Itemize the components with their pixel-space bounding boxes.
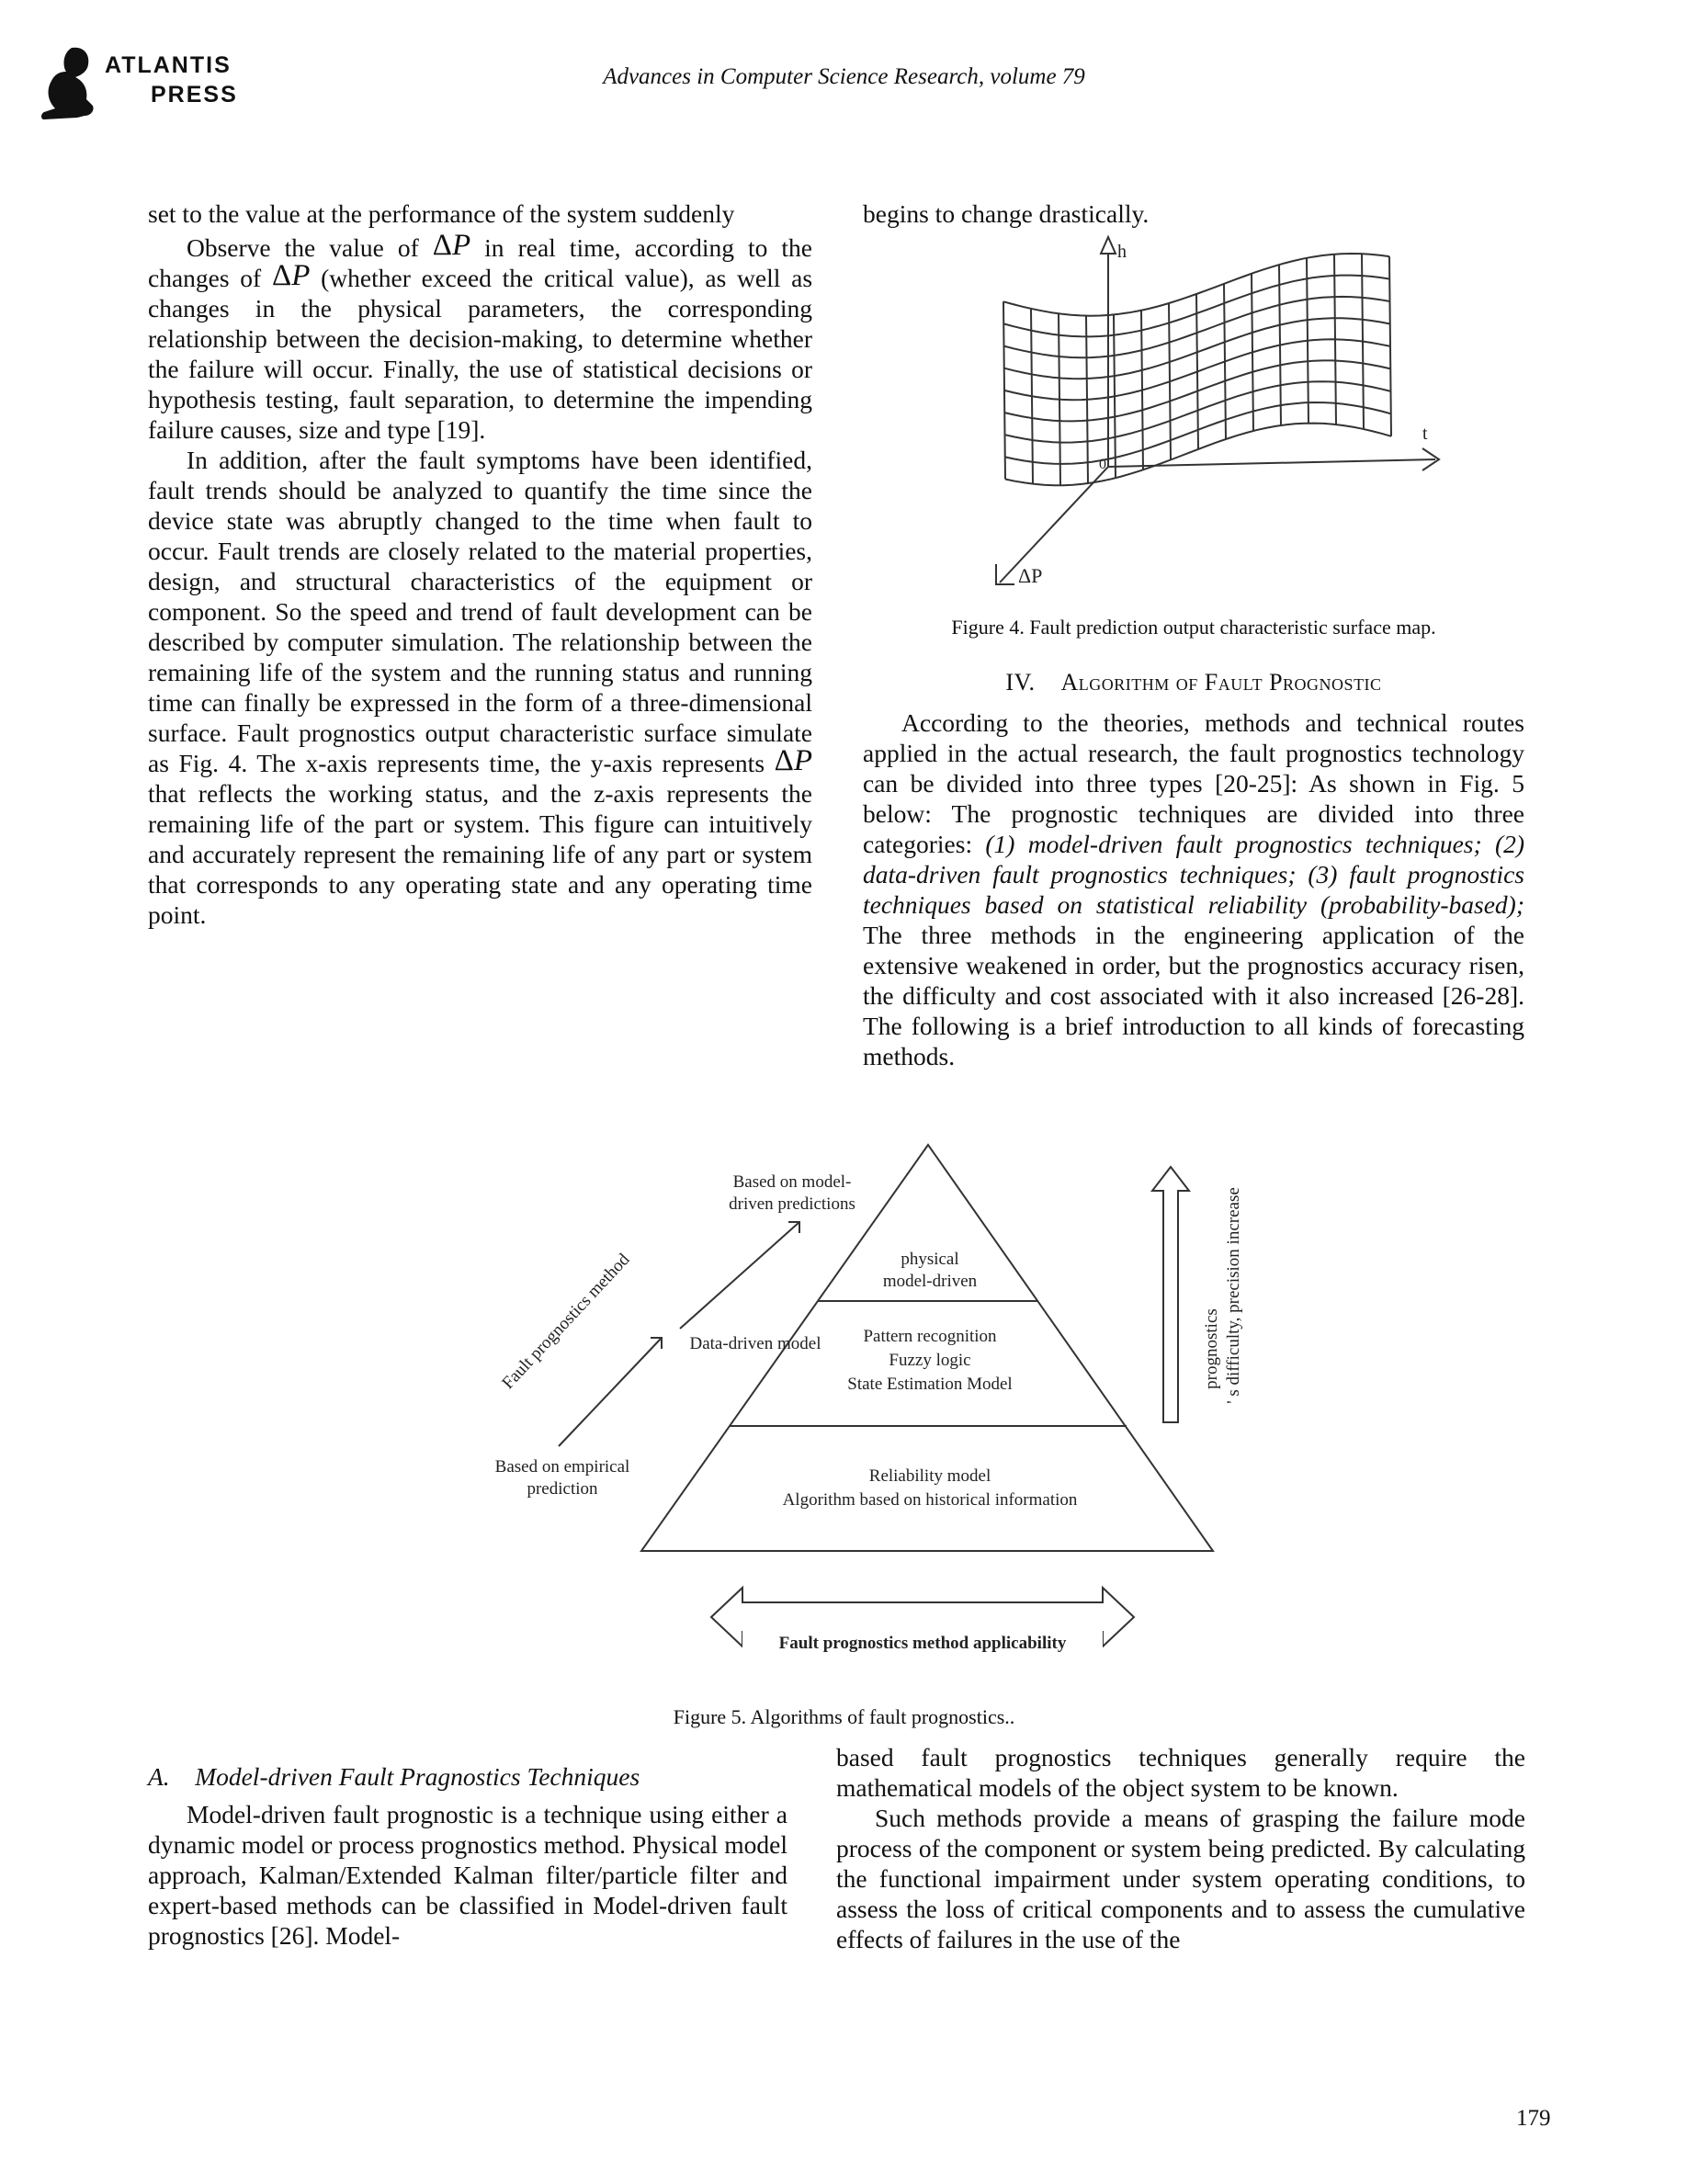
surface-grid-line	[1031, 309, 1033, 484]
left-mid-label: Data-driven model	[689, 1334, 821, 1353]
surface-grid-line	[1114, 315, 1116, 479]
arrow-upper	[680, 1222, 799, 1329]
right-paragraph-0: begins to change drastically.	[863, 199, 1150, 228]
surface-grid-line	[1003, 301, 1005, 479]
journal-title: Advances in Computer Science Research, volume 79	[603, 64, 1085, 89]
diagonal-method-label: Fault prognostics method	[498, 1250, 634, 1394]
delta-p-symbol: ΔP	[774, 744, 812, 777]
surface-grid-line	[1362, 254, 1364, 429]
publisher-name-line2: PRESS	[151, 82, 238, 108]
axis-t-label: t	[1422, 424, 1428, 444]
bottom-right-column	[836, 1742, 1525, 1954]
applicability-label: Fault prognostics method applicability	[778, 1634, 1067, 1653]
tier-mid-line2: Fuzzy logic	[889, 1351, 971, 1370]
tier-top-line2: model-driven	[882, 1272, 978, 1291]
tier-mid-line3: State Estimation Model	[847, 1375, 1013, 1394]
arrow-lower	[559, 1338, 662, 1446]
surface-grid-line	[1334, 255, 1336, 424]
h-axis-arrow	[1101, 237, 1116, 254]
page-number: 179	[1516, 2106, 1551, 2131]
right-paragraph-1: According to the theories, methods and technical routes applied in the actual research, the fault prognostics technology can be divided into three types [20-25]: As shown in Fig. 5 below: The prognostic techniques are divided into three categories: (1) model-driven fault prognostics techniques; (2) data-driven fault prognostics techniques; (3) fault prognostics techniques based on statistical reliability (probability-based); The three methods in the engineering application of the extensive weakened in order, but the prognostics accuracy risen, the difficulty and cost associated with it also increased [26-28]. The following is a brief introduction to all kinds of forecasting methods.	[863, 708, 1525, 1070]
surface-grid-line	[1252, 274, 1253, 431]
axis-dp-label: ΔP	[1018, 564, 1043, 587]
section-number: IV.	[1005, 669, 1036, 696]
right-label-line1: prognostics	[1202, 1308, 1221, 1389]
bottom-left-paragraph: Model-driven fault prognostic is a technique using either a dynamic model or process prognostics method. Physical model approach, Kalman/Extended Kalman filter/particle filter and expert-based methods can be classified in Model-driven fault prognostics [26]. Model-	[148, 1800, 787, 1950]
figure-5-pyramid	[450, 1130, 1259, 1663]
t-axis-line	[1108, 459, 1435, 467]
surface-grid-line	[1279, 265, 1281, 425]
surface-grid-line	[1059, 313, 1060, 485]
vertical-increase-arrow	[1152, 1167, 1189, 1422]
tier-bot-line1: Reliability model	[868, 1466, 991, 1486]
tier-mid-line1: Pattern recognition	[863, 1327, 997, 1346]
surface-grid-line	[1086, 316, 1088, 483]
surface-grid-line	[1307, 258, 1308, 424]
left-paragraph-0: set to the value at the performance of the system suddenly	[148, 199, 735, 228]
delta-p-symbol: ΔP	[271, 259, 311, 292]
right-label-line2: ' s difficulty, precision increase	[1224, 1187, 1243, 1404]
left-bot-label-line1: Based on empirical	[494, 1457, 630, 1477]
publisher-name-line1: ATLANTIS	[105, 52, 232, 78]
tier-bot-line2: Algorithm based on historical information	[782, 1490, 1078, 1510]
dp-axis-line	[1000, 467, 1108, 583]
left-bot-label-line2: prediction	[527, 1479, 598, 1499]
surface-grid	[1003, 254, 1391, 485]
surface-grid-line	[1389, 256, 1391, 436]
figure-5-caption: Figure 5. Algorithms of fault prognostics..	[673, 1705, 1015, 1728]
left-paragraph-2: In addition, after the fault symptoms have been identified, fault trends should be analyzed to quantify the time since the device state was abruptly changed to the time when fault to occur. Fault trends are closely related to the material properties, design, and structural characteristics of the equipment or component. So the speed and trend of fault development can be described by computer simulation. The relationship between the remaining life of the system and the running status and running time can finally be expressed in the form of a three-dimensional surface. Fault prognostics output characteristic surface simulate as Fig. 4. The x-axis represents time, the y-axis represents ΔP that reflects the working status, and the z-axis represents the remaining life of the part or system. This figure can intuitively and accurately represent the remaining life of any part or system that corresponds to any operating state and any operating time point.	[148, 446, 812, 929]
surface-grid-line	[1196, 294, 1198, 449]
delta-p-symbol: ΔP	[432, 229, 471, 262]
axis-origin-label: 0	[1099, 457, 1106, 472]
axis-h-label: h	[1117, 242, 1127, 262]
left-paragraph-1: Observe the value of ΔP in real time, according to the changes of ΔP (whether exceed the critical value), as well as changes in the physical parameters, the corresponding relationship between the decision-making, to determine whether the failure will occur. Finally, the use of statistical decisions or hypothesis testing, fault separation, to determine the impending failure causes, size and type [19].	[148, 229, 813, 444]
section-title: Algorithm of Fault Prognostic	[1060, 669, 1382, 696]
subsection-heading	[148, 1762, 812, 1792]
subsection-number: A.	[148, 1762, 170, 1791]
left-column	[148, 198, 812, 930]
tier-top-line1: physical	[901, 1250, 959, 1269]
dp-axis-arrow	[996, 564, 1014, 584]
section-heading	[863, 669, 1524, 696]
subsection-title: Model-driven Fault Pragnostics Techniques	[195, 1762, 640, 1791]
figure-4-caption: Figure 4. Fault prediction output characteristic surface map.	[951, 616, 1436, 639]
figure-4-surface-map	[956, 230, 1470, 597]
left-top-label-line1: Based on model-	[732, 1172, 852, 1192]
left-top-label-line2: driven predictions	[729, 1194, 855, 1214]
surface-grid-line	[1224, 284, 1226, 439]
bottom-right-paragraph-1: Such methods provide a means of grasping the failure mode process of the component or system being predicted. By calculating the functional impairment under system operating conditions, to assess the loss of critical components and to assess the cumulative effects of failures in the use of the	[836, 1804, 1525, 1953]
surface-grid-line	[1169, 303, 1171, 459]
bottom-right-paragraph-0: based fault prognostics techniques generally require the mathematical models of the object system to be known.	[836, 1743, 1525, 1802]
surface-grid-line	[1141, 311, 1143, 470]
